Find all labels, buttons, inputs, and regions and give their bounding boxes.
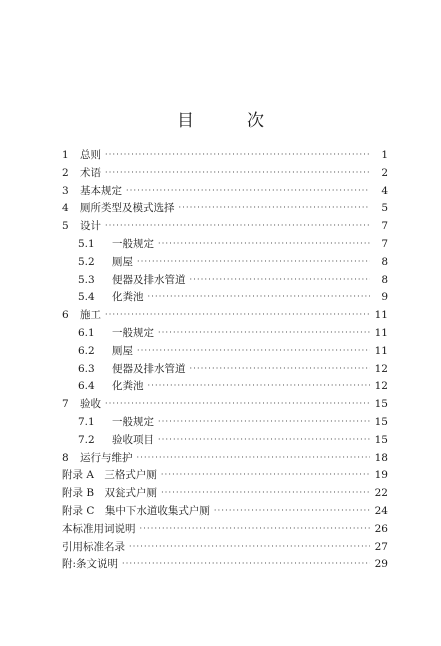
toc-entry-label: 化粪池 [112, 380, 144, 393]
toc-entry-label: 厕屋 [112, 255, 133, 268]
toc-entry-page-number: 4 [381, 184, 388, 197]
toc-entry[interactable] [62, 147, 388, 165]
toc-entry-number: 5.1 [78, 237, 95, 250]
toc-entry[interactable] [62, 503, 388, 521]
dot-leader [105, 306, 370, 324]
toc-entry-label: 引用标准名录 [62, 540, 125, 553]
dot-leader [105, 164, 370, 182]
toc-entry[interactable] [62, 254, 388, 272]
table-of-contents [62, 147, 388, 574]
toc-entry[interactable] [62, 361, 388, 379]
dot-leader [126, 182, 370, 200]
toc-entry-page-number: 1 [381, 149, 388, 161]
toc-entry-page-number: 15 [374, 398, 388, 411]
toc-entry-page-number: 9 [381, 291, 388, 304]
dot-leader [161, 466, 370, 484]
toc-entry-label: 设计 [80, 220, 101, 233]
toc-entry-number: 6.4 [78, 380, 95, 393]
toc-entry-number: 7 [62, 398, 69, 411]
toc-entry-page-number: 7 [381, 220, 388, 233]
toc-entry-number: 6.2 [78, 344, 95, 357]
dot-leader [190, 360, 371, 378]
toc-entry-label: 术语 [80, 166, 101, 179]
toc-entry-number: 5.2 [78, 255, 95, 268]
toc-entry-page-number: 11 [374, 309, 388, 322]
toc-entry-number: 7.1 [78, 415, 95, 428]
toc-entry-label: 总则 [80, 149, 101, 161]
toc-entry-number: 3 [62, 184, 69, 197]
toc-entry-number: 1 [62, 149, 69, 161]
toc-entry-number: 6.3 [78, 362, 95, 375]
dot-leader [190, 271, 371, 289]
dot-leader [179, 199, 371, 217]
toc-entry-page-number: 12 [374, 380, 388, 393]
toc-entry-page-number: 26 [374, 522, 388, 535]
dot-leader [105, 395, 370, 413]
toc-entry-label: 验收 [80, 398, 101, 411]
toc-entry-label: 验收项目 [112, 433, 154, 446]
toc-entry-number: 8 [62, 451, 69, 464]
toc-entry[interactable] [62, 165, 388, 183]
toc-entry-page-number: 5 [381, 202, 388, 215]
toc-entry-number: 6 [62, 309, 69, 322]
toc-entry[interactable] [62, 183, 388, 201]
toc-entry[interactable] [62, 467, 388, 485]
toc-entry-page-number: 7 [381, 237, 388, 250]
toc-entry-page-number: 15 [374, 415, 388, 428]
toc-entry-label: 附录 A 三格式户厕 [62, 469, 157, 482]
toc-entry[interactable] [62, 396, 388, 414]
dot-leader [161, 484, 370, 502]
toc-entry-number: 5 [62, 220, 69, 233]
toc-entry-number: 6.1 [78, 326, 95, 339]
toc-entry-label: 一般规定 [112, 237, 154, 250]
dot-leader [105, 146, 370, 164]
toc-entry-page-number: 12 [374, 362, 388, 375]
dot-leader [158, 235, 370, 253]
dot-leader [137, 342, 370, 360]
dot-leader [148, 288, 371, 306]
toc-entry-page-number: 2 [381, 166, 388, 179]
toc-entry-label: 厕所类型及模式选择 [80, 202, 175, 215]
toc-entry-page-number: 18 [374, 451, 388, 464]
toc-entry-page-number: 11 [374, 344, 388, 357]
toc-entry-label: 一般规定 [112, 326, 154, 339]
dot-leader [214, 502, 370, 520]
toc-entry-label: 基本规定 [80, 184, 122, 197]
toc-entry[interactable] [62, 236, 388, 254]
dot-leader [158, 413, 370, 431]
dot-leader [137, 253, 370, 271]
toc-entry-page-number: 22 [374, 487, 388, 500]
toc-entry-label: 便器及排水管道 [112, 273, 186, 286]
dot-leader [137, 449, 371, 467]
dot-leader [105, 217, 370, 235]
toc-entry[interactable] [62, 485, 388, 503]
toc-entry-page-number: 19 [374, 469, 388, 482]
toc-entry[interactable] [62, 200, 388, 218]
toc-entry[interactable] [62, 307, 388, 325]
toc-entry-label: 本标准用词说明 [62, 522, 136, 535]
toc-entry[interactable] [62, 378, 388, 396]
toc-entry[interactable] [62, 272, 388, 290]
toc-entry-page-number: 29 [374, 558, 388, 571]
toc-entry-number: 5.3 [78, 273, 95, 286]
toc-entry-label: 厕屋 [112, 344, 133, 357]
toc-entry-page-number: 11 [374, 326, 388, 339]
dot-leader [148, 377, 371, 395]
toc-entry[interactable] [62, 539, 388, 557]
toc-entry-label: 化粪池 [112, 291, 144, 304]
dot-leader [158, 431, 370, 449]
toc-entry-page-number: 27 [374, 540, 388, 553]
toc-entry-label: 便器及排水管道 [112, 362, 186, 375]
page-title: 目 次 [177, 111, 282, 131]
dot-leader [158, 324, 370, 342]
toc-entry-page-number: 8 [381, 255, 388, 268]
toc-entry-page-number: 24 [374, 504, 388, 517]
toc-entry-label: 附录 B 双瓮式户厕 [62, 487, 158, 500]
toc-entry-number: 2 [62, 166, 69, 179]
toc-entry-page-number: 8 [381, 273, 388, 286]
toc-entry[interactable] [62, 414, 388, 432]
toc-entry[interactable] [62, 450, 388, 468]
toc-entry-number: 7.2 [78, 433, 95, 446]
toc-entry[interactable] [62, 218, 388, 236]
toc-entry[interactable] [62, 556, 388, 574]
toc-entry[interactable] [62, 325, 388, 343]
toc-entry-label: 一般规定 [112, 415, 154, 428]
toc-entry-label: 运行与维护 [80, 451, 133, 464]
toc-entry-label: 附录 C 集中下水道收集式户厕 [62, 504, 210, 517]
dot-leader [129, 538, 370, 556]
dot-leader [140, 520, 371, 538]
toc-entry-label: 施工 [80, 309, 101, 322]
toc-entry-number: 5.4 [78, 291, 95, 304]
dot-leader [122, 555, 370, 573]
toc-entry[interactable] [62, 521, 388, 539]
toc-entry-page-number: 15 [374, 433, 388, 446]
toc-entry-label: 附:条文说明 [62, 558, 119, 571]
toc-entry[interactable] [62, 289, 388, 307]
toc-entry[interactable] [62, 343, 388, 361]
toc-entry[interactable] [62, 432, 388, 450]
toc-entry-number: 4 [62, 202, 69, 215]
